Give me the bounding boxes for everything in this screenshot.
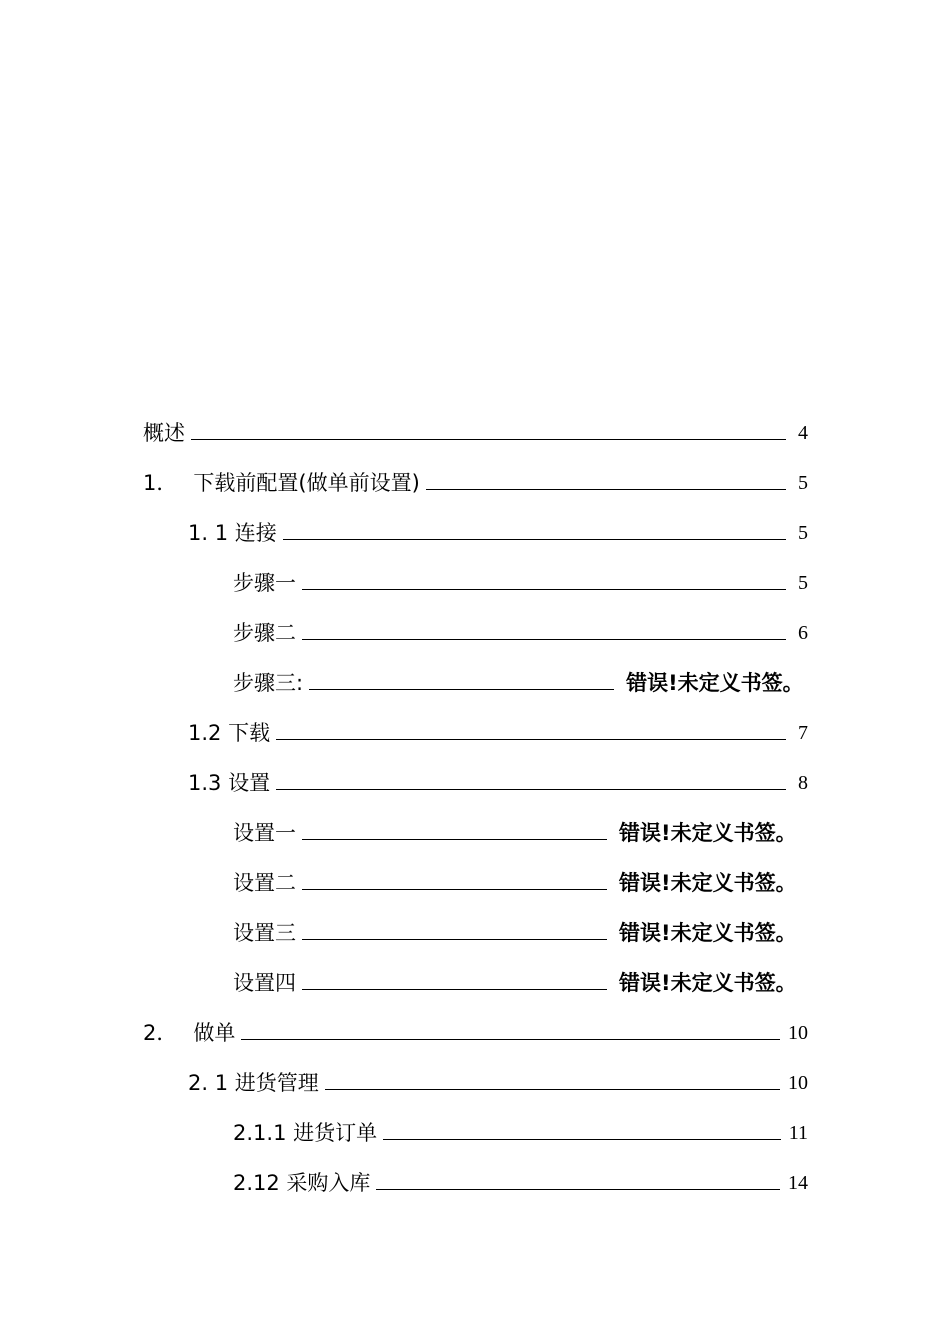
toc-entry-number: 2． — [143, 1021, 178, 1045]
toc-leader-line — [376, 1189, 780, 1190]
toc-entry[interactable] — [0, 858, 950, 908]
toc-leader-line — [309, 689, 614, 690]
toc-bookmark-error: 错误!未定义书签。 — [619, 871, 797, 895]
toc-entry-number: 1． — [143, 471, 178, 495]
toc-entry-title: 设置二 — [233, 871, 296, 895]
toc-entry[interactable] — [0, 558, 950, 608]
toc-entry[interactable] — [0, 458, 950, 508]
toc-page-number: 8 — [798, 772, 808, 794]
toc-bookmark-error: 错误!未定义书签。 — [619, 821, 797, 845]
toc-entry[interactable] — [0, 1108, 950, 1158]
toc-entry[interactable] — [0, 658, 950, 708]
toc-bookmark-error: 错误!未定义书签。 — [619, 971, 797, 995]
toc-leader-line — [302, 839, 607, 840]
toc-page-number: 11 — [788, 1122, 808, 1144]
toc-entry-title: 1.2 下载 — [188, 721, 271, 745]
toc-leader-line — [302, 639, 786, 640]
toc-page-number: 7 — [798, 722, 808, 744]
table-of-contents — [0, 408, 950, 1208]
toc-entry[interactable] — [0, 408, 950, 458]
toc-bookmark-error: 错误!未定义书签。 — [619, 921, 797, 945]
toc-entry-title: 2.12 采购入库 — [233, 1171, 371, 1195]
toc-entry-title: 1. 1 连接 — [188, 521, 277, 545]
toc-entry-title: 2. 1 进货管理 — [188, 1071, 319, 1095]
toc-page-number: 6 — [798, 622, 808, 644]
toc-entry-title: 1.3 设置 — [188, 771, 271, 795]
toc-entry[interactable] — [0, 908, 950, 958]
toc-bookmark-error: 错误!未定义书签。 — [626, 671, 804, 695]
toc-leader-line — [302, 889, 607, 890]
toc-entry-title: 设置三 — [233, 921, 296, 945]
toc-entry-title: 设置一 — [233, 821, 296, 845]
toc-leader-line — [302, 589, 786, 590]
toc-entry-title: 步骤二 — [233, 621, 296, 645]
toc-page-number: 5 — [798, 522, 808, 544]
toc-entry-title: 2.1.1 进货订单 — [233, 1121, 378, 1145]
toc-entry[interactable] — [0, 1008, 950, 1058]
toc-leader-line — [241, 1039, 780, 1040]
toc-entry-title: 设置四 — [233, 971, 296, 995]
toc-entry[interactable] — [0, 608, 950, 658]
toc-page-number: 10 — [788, 1072, 808, 1094]
toc-entry[interactable] — [0, 808, 950, 858]
toc-entry[interactable] — [0, 508, 950, 558]
toc-entry[interactable] — [0, 1058, 950, 1108]
toc-entry[interactable] — [0, 1158, 950, 1208]
toc-entry[interactable] — [0, 958, 950, 1008]
toc-entry-title: 下载前配置(做单前设置) — [193, 471, 420, 495]
toc-entry[interactable] — [0, 708, 950, 758]
toc-page-number: 5 — [798, 472, 808, 494]
toc-page-number: 4 — [798, 422, 808, 444]
toc-entry-title: 步骤三: — [233, 671, 304, 695]
toc-leader-line — [302, 939, 607, 940]
toc-entry[interactable] — [0, 758, 950, 808]
toc-leader-line — [325, 1089, 780, 1090]
toc-leader-line — [276, 739, 786, 740]
toc-leader-line — [302, 989, 607, 990]
toc-leader-line — [426, 489, 786, 490]
toc-page-number: 10 — [788, 1022, 808, 1044]
toc-entry-title: 步骤一 — [233, 571, 296, 595]
toc-entry-title: 做单 — [193, 1021, 236, 1045]
toc-leader-line — [191, 439, 786, 440]
toc-page-number: 5 — [798, 572, 808, 594]
toc-entry-title: 概述 — [143, 421, 185, 445]
toc-page-number: 14 — [788, 1172, 808, 1194]
toc-leader-line — [276, 789, 786, 790]
toc-leader-line — [383, 1139, 781, 1140]
toc-leader-line — [283, 539, 786, 540]
